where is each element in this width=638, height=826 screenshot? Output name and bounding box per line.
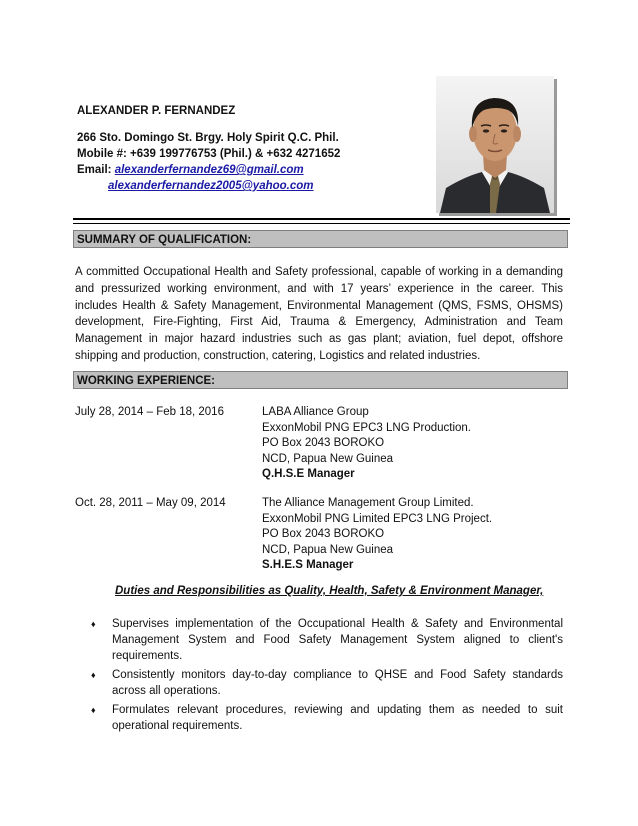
job-role: Q.H.S.E Manager bbox=[262, 468, 355, 480]
list-item bbox=[85, 616, 563, 664]
job-project: ExxonMobil PNG Limited EPC3 LNG Project. bbox=[262, 512, 493, 525]
email-line bbox=[77, 162, 340, 178]
list-item-text: Supervises implementation of the Occupational Health & Safety and Environmental Management System and Food Safety Management System aligned to client's requirements. bbox=[112, 618, 563, 662]
list-item-text: Consistently monitors day-to-day compliance to QHSE and Food Safety standards across all operations. bbox=[112, 669, 563, 697]
mobile-line: Mobile #: +639 199776753 (Phil.) & +632 4271652 bbox=[77, 148, 341, 160]
profile-photo bbox=[436, 76, 554, 213]
email-link-yahoo[interactable]: alexanderfernandez2005@yahoo.com bbox=[108, 180, 314, 192]
duties-list bbox=[85, 616, 563, 737]
diamond-bullet-icon: ♦ bbox=[91, 670, 96, 680]
job-dates: July 28, 2014 – Feb 18, 2016 bbox=[75, 406, 224, 418]
job-company: The Alliance Management Group Limited. bbox=[262, 497, 474, 509]
duties-title: Duties and Responsibilities as Quality, Health, Safety & Environment Manager, bbox=[115, 585, 544, 597]
summary-section-header: SUMMARY OF QUALIFICATION: bbox=[73, 230, 568, 248]
job-project: ExxonMobil PNG EPC3 LNG Production. bbox=[262, 421, 472, 434]
job-dates: Oct. 28, 2011 – May 09, 2014 bbox=[75, 497, 226, 509]
list-item bbox=[85, 702, 563, 734]
email-link-gmail[interactable]: alexanderfernandez69@gmail.com bbox=[114, 164, 304, 176]
experience-section-header: WORKING EXPERIENCE: bbox=[73, 371, 568, 389]
diamond-bullet-icon: ♦ bbox=[91, 619, 96, 629]
diamond-bullet-icon: ♦ bbox=[91, 705, 96, 715]
header-divider-thick bbox=[73, 218, 570, 220]
portrait-illustration bbox=[436, 76, 554, 213]
list-item-text: Formulates relevant procedures, reviewing and updating them as needed to suit operational requirements. bbox=[112, 704, 563, 732]
job-company: LABA Alliance Group bbox=[262, 406, 369, 418]
list-item bbox=[85, 667, 563, 699]
email-line-2 bbox=[77, 178, 340, 194]
profile-photo-frame bbox=[436, 76, 554, 213]
job-details bbox=[262, 496, 492, 574]
summary-paragraph: A committed Occupational Health and Safety professional, capable of working in a demanding and pressurized working environment, and with 17 years’ experience in the career. This includes Health & Safety Management, Environmental Management (QMS, FSMS, OHSMS) development, Fire-Fighting, First Aid, Trauma & Emergency, Administration and Team Management in major hazard industries such as gas plant; aviation, fuel depot, offshore shipping and production, construction, catering, Logistics and related industries. bbox=[75, 266, 563, 362]
job-po-box: PO Box 2043 BOROKO bbox=[262, 528, 385, 540]
job-location: NCD, Papua New Guinea bbox=[262, 543, 394, 556]
candidate-name: ALEXANDER P. FERNANDEZ bbox=[77, 105, 236, 117]
job-role: S.H.E.S Manager bbox=[262, 559, 354, 571]
email-label: Email: bbox=[77, 164, 115, 176]
job-details bbox=[262, 405, 471, 483]
job-po-box: PO Box 2043 BOROKO bbox=[262, 437, 385, 449]
job-location: NCD, Papua New Guinea bbox=[262, 452, 394, 465]
address-line: 266 Sto. Domingo St. Brgy. Holy Spirit Q.C. Phil. bbox=[77, 132, 339, 144]
contact-block bbox=[77, 130, 340, 194]
header-divider-thin bbox=[73, 223, 570, 224]
